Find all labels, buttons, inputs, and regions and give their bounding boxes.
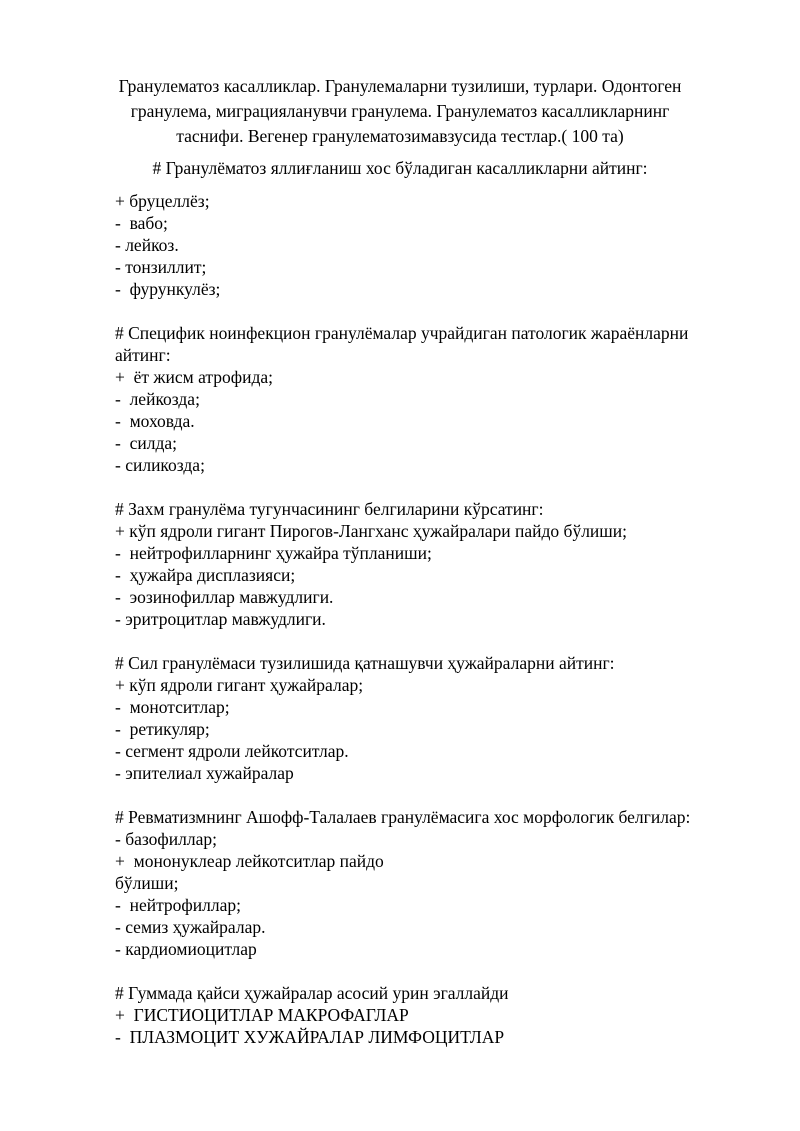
question-heading: # Гуммада қайси ҳужайралар асосий урин эгаллайди <box>115 983 509 1003</box>
answer-option: - эритроцитлар мавжудлиги. <box>115 609 326 629</box>
answer-option: - моховда. <box>115 411 195 431</box>
answer-option: - вабо; <box>115 213 168 233</box>
answer-option: - фурункулёз; <box>115 279 221 299</box>
answer-option: + кўп ядроли гигант ҳужайралар; <box>115 675 364 695</box>
title-line: таснифи. Вегенер гранулематозимавзусида тестлар.( 100 та) <box>176 126 624 146</box>
answer-option: - кардиомиоцитлар <box>115 939 257 959</box>
blank-line <box>115 476 755 498</box>
answer-option: + ёт жисм атрофида; <box>115 367 273 387</box>
title-line: гранулема, миграцияланувчи гранулема. Гранулематоз касалликларнинг <box>130 101 670 121</box>
answer-option: - силикозда; <box>115 455 205 475</box>
question-heading: # Ревматизмнинг Ашофф-Талалаев гранулёмасига хос морфологик белгилар: <box>115 807 691 827</box>
blank-line <box>115 960 755 982</box>
title-line: Гранулематоз касалликлар. Гранулемаларни тузилиши, турлари. Одонтоген <box>118 76 682 96</box>
answer-option: + мононуклеар лейкотситлар пайдо <box>115 851 384 871</box>
answer-option: - монотситлар; <box>115 697 230 717</box>
question-heading: # Сил гранулёмаси тузилишида қатнашувчи ҳужайраларни айтинг: <box>115 653 615 673</box>
answer-option: - лейкоз. <box>115 235 179 255</box>
questions-body <box>115 190 755 1048</box>
answer-option: бўлиши; <box>115 873 179 893</box>
answer-option: - ретикуляр; <box>115 719 210 739</box>
question-heading: # Захм гранулёма тугунчасининг белгиларини кўрсатинг: <box>115 499 544 519</box>
answer-option: - сегмент ядроли лейкотситлар. <box>115 741 349 761</box>
answer-option: - семиз ҳужайралар. <box>115 917 266 937</box>
answer-option: + кўп ядроли гигант Пирогов-Лангханс ҳужайралари пайдо бўлиши; <box>115 521 628 541</box>
answer-option: - тонзиллит; <box>115 257 207 277</box>
blank-line <box>115 300 755 322</box>
answer-option: - нейтрофиллар; <box>115 895 241 915</box>
answer-option: - эозинофиллар мавжудлиги. <box>115 587 334 607</box>
answer-option: + ГИСТИОЦИТЛАР МАКРОФАГЛАР <box>115 1005 409 1025</box>
question-heading: # Специфик ноинфекцион гранулёмалар учрайдиган патологик жараёнларни <box>115 323 689 343</box>
answer-option: - нейтрофилларнинг ҳужайра тўпланиши; <box>115 543 432 563</box>
question-heading: # Гранулёматоз яллиғланиш хос бўладиган касалликларни айтинг: <box>152 158 648 178</box>
answer-option: - лейкозда; <box>115 389 200 409</box>
blank-line <box>115 630 755 652</box>
answer-option: - силда; <box>115 433 177 453</box>
answer-option: + бруцеллёз; <box>115 191 210 211</box>
answer-option: - ҳужайра дисплазияси; <box>115 565 296 585</box>
answer-option: - базофиллар; <box>115 829 217 849</box>
answer-option: - ПЛАЗМОЦИТ ХУЖАЙРАЛАР ЛИМФОЦИТЛАР <box>115 1027 505 1047</box>
blank-line <box>115 784 755 806</box>
question-heading: айтинг: <box>115 345 171 365</box>
document-title <box>100 74 700 149</box>
answer-option: - эпителиал хужайралар <box>115 763 294 783</box>
